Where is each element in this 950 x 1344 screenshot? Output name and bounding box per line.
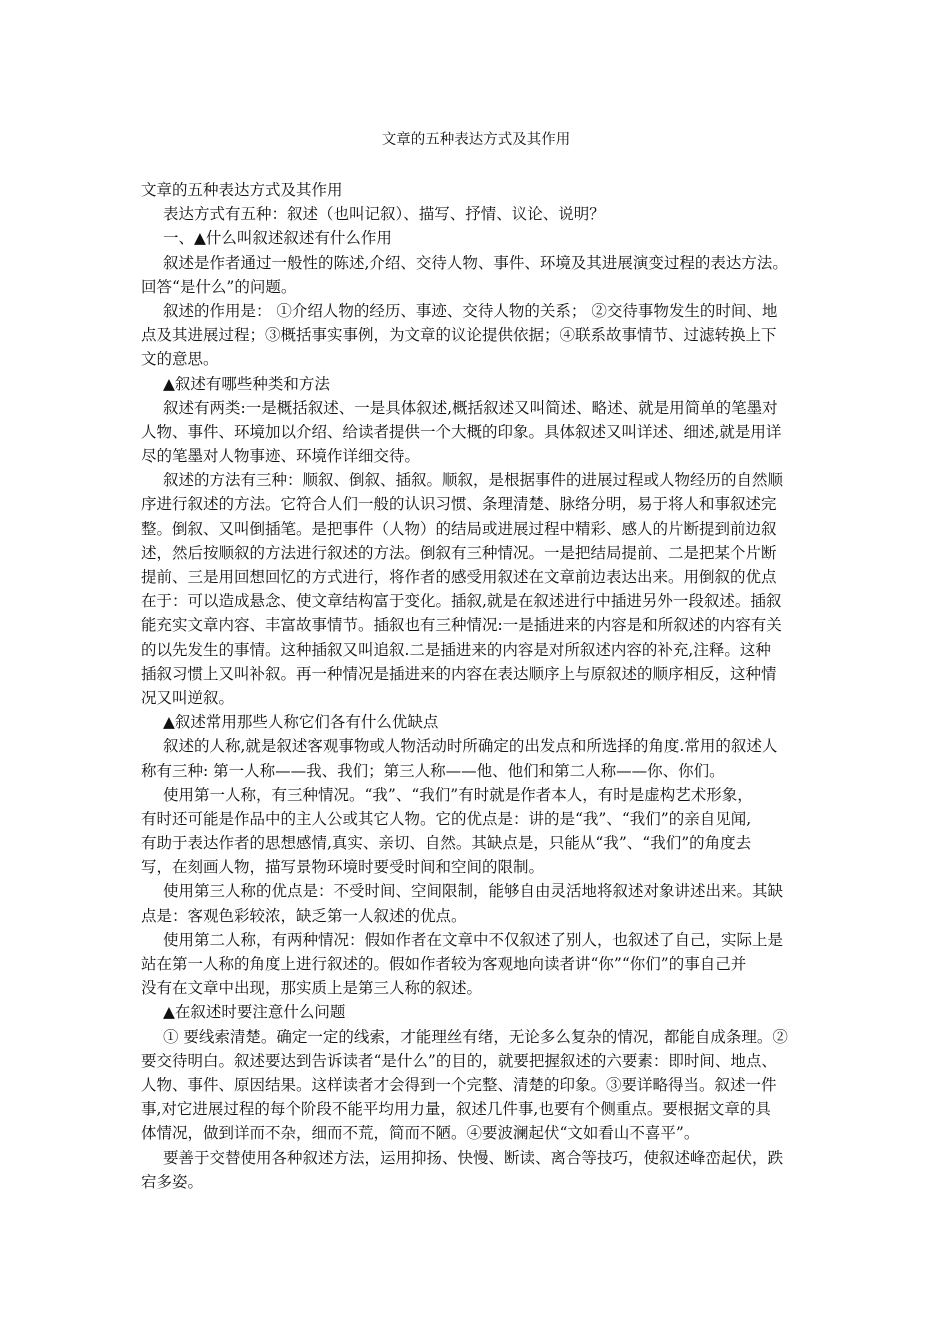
- paragraph-line: 文的意思。: [141, 350, 219, 369]
- paragraph-line: 体情况，做到详而不杂，细而不荒，简而不陋。④要波澜起伏“文如看山不喜平”。: [141, 1124, 700, 1143]
- paragraph-line: 宕多姿。: [141, 1172, 204, 1191]
- paragraph-line: 的以先发生的事情。这种插叙又叫追叙.二是插进来的内容是对所叙述内容的补充,注释。这种: [141, 640, 771, 659]
- paragraph-line: 事,对它进展过程的每个阶段不能平均用力量，叙述几件事,也要有个侧重点。要根据文章的具: [141, 1100, 771, 1119]
- paragraph-line: 有助于表达作者的思想感情,真实、亲切、自然。其缺点是，只能从“我”、“我们”的角度去: [141, 834, 752, 853]
- paragraph-line: 尽的笔墨对人物事迹、环境作详细交待。: [141, 447, 421, 466]
- intro-paragraph-line: 表达方式有五种：叙述（也叫记叙）、描写、抒情、议论、说明？: [163, 205, 605, 224]
- paragraph-line: 使用第一人称，有三种情况。“我”、“我们”有时就是作者本人，有时是虚构艺术形象，: [163, 785, 753, 804]
- paragraph-line: ① 要线索清楚。确定一定的线索，才能理丝有绪，无论多么复杂的情况，都能自成条理。②: [163, 1027, 788, 1046]
- paragraph-line: 点是：客观色彩较浓，缺乏第一人叙述的优点。: [141, 906, 467, 925]
- paragraph-line: 有时还可能是作品中的主人公或其它人物。它的优点是：讲的是“我”、“我们”的亲自见闻,: [141, 809, 752, 828]
- paragraph-line: 叙述的作用是： ①介绍人物的经历、事迹、交待人物的关系； ②交待事物发生的时间、地: [163, 301, 778, 320]
- paragraph-line: 在于：可以造成悬念、使文章结构富于变化。插叙,就是在叙述进行中插进另外一段叙述。插叙: [141, 592, 782, 611]
- paragraph-line: 使用第三人称的优点是：不受时间、空间限制，能够自由灵活地将叙述对象讲述出来。其缺: [163, 882, 784, 901]
- document-title: 文章的五种表达方式及其作用: [381, 132, 571, 148]
- paragraph-line: 站在第一人称的角度上进行叙述的。假如作者较为客观地向读者讲“你”“你们”的事自己并: [141, 955, 747, 973]
- paragraph-line: 序进行叙述的方法。它符合人们一般的认识习惯、条理清楚、脉络分明，易于将人和事叙述完: [141, 495, 777, 514]
- paragraph-line: 况又叫逆叙。: [141, 688, 235, 707]
- paragraph-line: 插叙习惯上又叫补叙。再一种情况是插进来的内容在表达顺序上与原叙述的顺序相反，这种情: [141, 664, 777, 683]
- paragraph-line: 写，在刻画人物，描写景物环境时要受时间和空间的限制。: [141, 858, 545, 877]
- paragraph-line: 叙述有两类:一是概括叙述、一是具体叙述,概括叙述又叫简述、略述、就是用简单的笔墨对: [163, 398, 778, 417]
- section-title: 文章的五种表达方式及其作用: [141, 181, 343, 199]
- paragraph-line: 点及其进展过程；③概括事实事例，为文章的议论提供依据；④联系故事情节、过滤转换上下: [141, 326, 777, 345]
- paragraph-line: 人物、事件、原因结果。这样读者才会得到一个完整、清楚的印象。③要详略得当。叙述一件: [141, 1075, 777, 1094]
- paragraph-line: 使用第二人称，有两种情况：假如作者在文章中不仅叙述了别人，也叙述了自己，实际上是: [163, 930, 784, 949]
- paragraph-line: 要交待明白。叙述要达到告诉读者“是什么”的目的，就要把握叙述的六要素：即时间、地点、: [141, 1051, 777, 1070]
- document-body: [141, 178, 811, 1194]
- paragraph-line: 人物、事件、环境加以介绍、给读者提供一个大概的印象。具体叙述又叫详述、细述,就是用详: [141, 422, 782, 441]
- paragraph-line: 提前、三是用回想回忆的方式进行，将作者的感受用叙述在文章前边表达出来。用倒叙的优点: [141, 568, 777, 586]
- section-heading: ▲在叙述时要注意什么问题: [163, 1003, 346, 1022]
- paragraph-line: 称有三种: 第一人称——我、我们；第三人称——他、他们和第二人称——你、你们。: [141, 761, 725, 780]
- paragraph-line: 回答“是什么”的问题。: [141, 277, 297, 296]
- section-heading: ▲叙述常用那些人称它们各有什么优缺点: [163, 713, 439, 732]
- paragraph-line: 没有在文章中出现，那实质上是第三人称的叙述。: [141, 979, 483, 998]
- paragraph-line: 要善于交替使用各种叙述方法，运用抑扬、快慢、断读、离合等技巧，使叙述峰峦起伏，跌: [163, 1148, 784, 1167]
- paragraph-line: 整。倒叙、又叫倒插笔。是把事件（人物）的结局或进展过程中精彩、感人的片断提到前边叙: [141, 519, 777, 538]
- paragraph-line: 叙述的人称,就是叙述客观事物或人物活动时所确定的出发点和所选择的角度.常用的叙述人: [163, 737, 778, 756]
- paragraph-line: 能充实文章内容、丰富故事情节。插叙也有三种情况:一是插进来的内容是和所叙述的内容有关: [141, 616, 782, 635]
- paragraph-line: 叙述的方法有三种：顺叙、倒叙、插叙。顺叙，是根据事件的进展过程或人物经历的自然顺: [163, 471, 784, 490]
- paragraph-line: 叙述是作者通过一般性的陈述,介绍、交待人物、事件、环境及其进展演变过程的表达方法。: [163, 253, 788, 272]
- section-heading: 一、▲什么叫叙述叙述有什么作用: [163, 229, 392, 248]
- section-heading: ▲叙述有哪些种类和方法: [163, 374, 330, 393]
- paragraph-line: 述，然后按顺叙的方法进行叙述的方法。倒叙有三种情况。一是把结局提前、二是把某个片断: [141, 543, 777, 562]
- document-page: [141, 0, 811, 1344]
